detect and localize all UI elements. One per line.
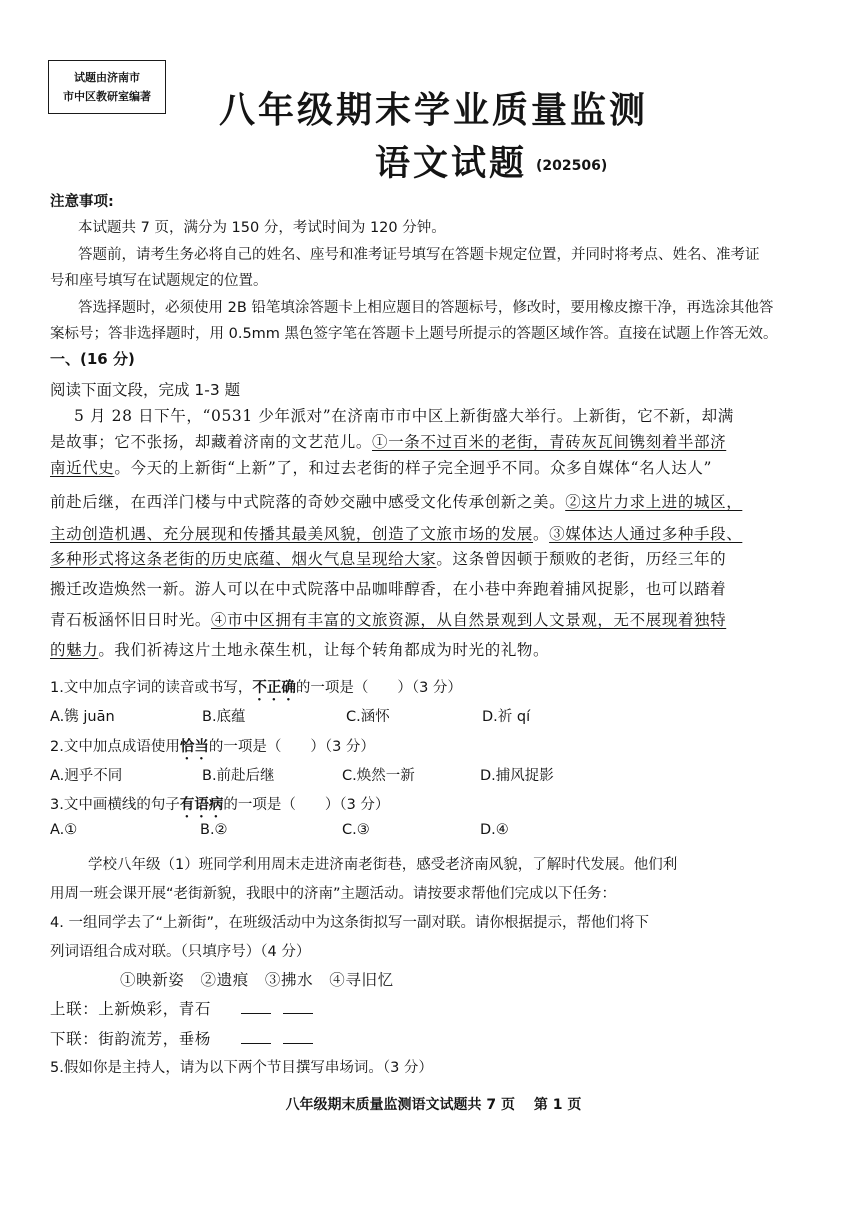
question-1-text: 1.文中加点字词的读音或书写， xyxy=(50,680,253,696)
couplet-lower-blank-2[interactable] xyxy=(283,1031,313,1044)
stamp-line-1: 试题由济南市 xyxy=(74,71,140,84)
notice-paragraph-2a: 答题前，请考生务必将自己的姓名、座号和准考证号填写在答题卡规定位置，并同时将考点、姓名、准考证 xyxy=(78,247,760,263)
question-3-option-b[interactable]: B.② xyxy=(200,822,228,838)
question-1-emphasis: 不正确 xyxy=(252,680,296,696)
passage-text: 。这条曾因顿于颓败的老街，历经三年的 xyxy=(436,550,727,568)
question-3-text: 3.文中画横线的句子 xyxy=(50,797,180,813)
passage-text: 是故事；它不张扬，却藏着济南的文艺范儿。 xyxy=(50,433,373,451)
question-2-text: 2.文中加点成语使用 xyxy=(50,739,180,755)
underlined-sentence-4: ④市中区拥有丰富的文旅资源，从自然景观到人文景观，无不展现着独特 xyxy=(211,611,727,629)
question-1 xyxy=(50,676,462,704)
passage-line-3 xyxy=(50,456,712,478)
passage-line-4 xyxy=(50,490,742,512)
section-1-heading: 一、(16 分) xyxy=(50,350,135,368)
question-3 xyxy=(50,793,389,821)
page-footer: 八年级期末质量监测语文试题共 7 页 第 1 页 xyxy=(285,1097,582,1113)
question-2-text-end: 的一项是（ ）（3 分） xyxy=(208,739,375,755)
couplet-lower-text: 下联：街韵流芳，垂杨 xyxy=(50,1030,212,1048)
question-3-option-c[interactable]: C.③ xyxy=(342,822,370,838)
activity-context-1: 学校八年级（1）班同学利用周末走进济南老街巷，感受老济南风貌，了解时代发展。他们利 xyxy=(88,857,678,873)
question-2 xyxy=(50,735,375,763)
question-1-option-c[interactable]: C.涵怀 xyxy=(346,709,390,725)
question-3-option-a[interactable]: A.① xyxy=(50,822,78,838)
question-3-text-end: 的一项是（ ）（3 分） xyxy=(223,797,390,813)
exam-code: (202506) xyxy=(536,158,608,174)
question-3-emphasis: 有语病 xyxy=(179,797,224,813)
question-4-word-list: ①映新姿 ②遗痕 ③拂水 ④寻旧忆 xyxy=(120,971,394,989)
passage-line-8 xyxy=(50,608,726,630)
question-1-option-b[interactable]: B.底蕴 xyxy=(202,709,246,725)
underlined-sentence-1: ①一条不过百米的老街，青砖灰瓦间镌刻着半部济 xyxy=(372,433,727,451)
section-1-instruction: 阅读下面文段，完成 1-3 题 xyxy=(50,381,241,399)
underlined-sentence-4-end: 的魅力 xyxy=(50,641,99,659)
activity-context-2: 用周一班会课开展“老街新貌，我眼中的济南”主题活动。请按要求帮他们完成以下任务： xyxy=(50,886,617,902)
question-2-option-d[interactable]: D.捕风捉影 xyxy=(480,768,554,784)
notice-paragraph-2b: 号和座号填写在试题规定的位置。 xyxy=(50,273,268,289)
couplet-upper-line xyxy=(50,997,319,1019)
passage-line-2 xyxy=(50,430,726,452)
question-2-option-a[interactable]: A.迥乎不同 xyxy=(50,768,123,784)
question-1-option-a[interactable]: A.镌 juān xyxy=(50,709,115,725)
underlined-sentence-2: ②这片力求上进的城区， xyxy=(565,493,743,511)
stamp-line-2: 市中区教研室编著 xyxy=(63,90,151,103)
exam-title: 八年级期末学业质量监测 xyxy=(218,90,648,131)
passage-line-1: 5 月 28 日下午，“0531 少年派对”在济南市市中区上新街盛大举行。上新街，它不新，却满 xyxy=(74,407,734,425)
question-1-option-d[interactable]: D.祈 qí xyxy=(482,709,531,725)
underlined-sentence-3-end: 多种形式将这条老街的历史底蕴、烟火气息呈现给大家 xyxy=(50,550,437,568)
passage-line-5 xyxy=(50,522,742,544)
passage-text: 。我们祈祷这片土地永葆生机，让每个转角都成为时光的礼物。 xyxy=(98,641,550,659)
passage-text: 。 xyxy=(533,525,550,543)
notice-paragraph-1: 本试题共 7 页，满分为 150 分，考试时间为 120 分钟。 xyxy=(78,220,446,236)
couplet-lower-blank-1[interactable] xyxy=(241,1031,271,1044)
question-2-emphasis: 恰当 xyxy=(179,739,209,755)
notice-heading: 注意事项: xyxy=(50,194,114,210)
question-3-option-d[interactable]: D.④ xyxy=(480,822,509,838)
notice-paragraph-3a: 答选择题时，必须使用 2B 铅笔填涂答题卡上相应题目的答题标号，修改时，要用橡皮擦干净，再选涂其他答 xyxy=(78,300,774,316)
underlined-sentence-3: ③媒体达人通过多种手段、 xyxy=(549,525,743,543)
passage-text: 前赴后继，在西洋门楼与中式院落的奇妙交融中感受文化传承创新之美。 xyxy=(50,493,566,511)
question-4-line-2: 列词语组合成对联。（只填序号）（4 分） xyxy=(50,944,311,960)
couplet-lower-line xyxy=(50,1027,319,1049)
passage-line-9 xyxy=(50,638,549,660)
question-4-line-1: 4. 一组同学去了“上新街”，在班级活动中为这条街拟写一副对联。请你根据提示，帮他们将下 xyxy=(50,915,649,931)
question-2-option-b[interactable]: B.前赴后继 xyxy=(202,768,275,784)
notice-paragraph-3b: 案标号；答非选择题时，用 0.5mm 黑色签字笔在答题卡上题号所提示的答题区域作答。直接在试题上作答无效。 xyxy=(50,326,778,342)
passage-text: 青石板涵怀旧日时光。 xyxy=(50,611,212,629)
couplet-upper-text: 上联：上新焕彩，青石 xyxy=(50,1000,212,1018)
couplet-upper-blank-2[interactable] xyxy=(283,1001,313,1014)
couplet-upper-blank-1[interactable] xyxy=(241,1001,271,1014)
question-2-option-c[interactable]: C.焕然一新 xyxy=(342,768,415,784)
underlined-sentence-2-end: 主动创造机遇、充分展现和传播其最美风貌，创造了文旅市场的发展 xyxy=(50,525,534,543)
question-5: 5.假如你是主持人，请为以下两个节目撰写串场词。（3 分） xyxy=(50,1060,433,1076)
exam-subject: 语文试题 xyxy=(375,144,528,184)
passage-text: 。今天的上新街“上新”了，和过去老街的样子完全迥乎不同。众多自媒体“名人达人” xyxy=(114,459,713,477)
question-1-text-end: 的一项是（ ）（3 分） xyxy=(295,680,462,696)
passage-line-7: 搬迁改造焕然一新。游人可以在中式院落中品咖啡醇香，在小巷中奔跑着捕风捉影，也可以踏着 xyxy=(50,580,727,598)
passage-line-6 xyxy=(50,547,726,569)
underlined-sentence-1-end: 南近代史 xyxy=(50,459,115,477)
